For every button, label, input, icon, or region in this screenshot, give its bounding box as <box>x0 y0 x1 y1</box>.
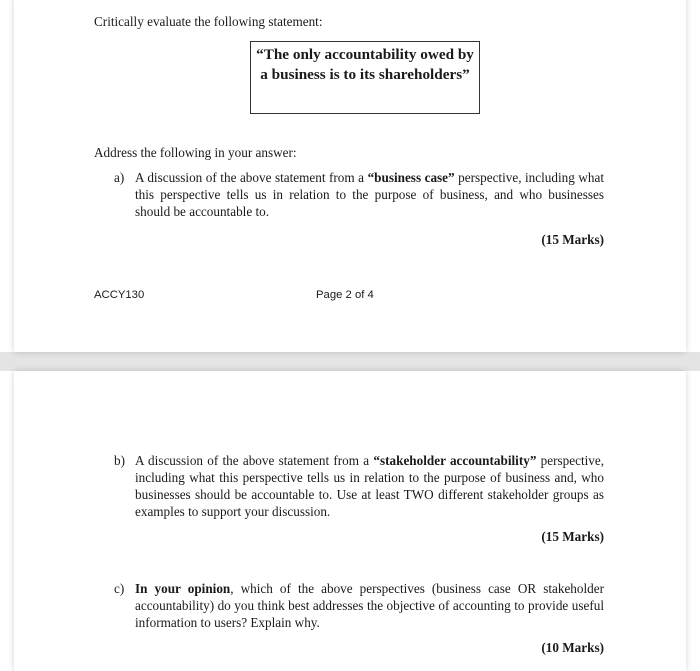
document-page-2 <box>14 371 686 671</box>
item-b-marks: (15 Marks) <box>541 529 604 544</box>
item-b-text <box>135 452 604 520</box>
intro-text: Critically evaluate the following statement: <box>94 14 323 29</box>
quote-box <box>250 41 480 114</box>
item-a-text-after: perspective, including what this perspective tells us in relation to the purpose of business, and who businesses should be accountable to. <box>135 170 604 219</box>
item-c-text <box>135 580 604 631</box>
quote-text: “The only accountability owed by a business is to its shareholders” <box>256 46 474 83</box>
footer-page-number: Page 2 of 4 <box>316 289 374 301</box>
item-b-text-bold: “stakeholder accountability” <box>373 453 537 468</box>
item-c-text-bold: In your opinion <box>135 581 231 596</box>
item-c-text-after: , which of the above perspectives (business case OR stakeholder accountability) do you think best addresses the objective of accounting to provide useful information to users? Explain why. <box>135 581 604 630</box>
document-page-1 <box>14 0 686 352</box>
item-b-text-before: A discussion of the above statement from a <box>135 453 374 468</box>
footer-course-code: ACCY130 <box>94 289 145 301</box>
item-a-marks: (15 Marks) <box>541 232 604 247</box>
item-c-label: c) <box>114 581 125 596</box>
page-gap <box>0 352 700 371</box>
item-a-text-bold: “business case” <box>367 170 455 185</box>
item-c-marks: (10 Marks) <box>541 640 604 655</box>
address-text: Address the following in your answer: <box>94 145 297 160</box>
item-a-text <box>135 169 604 220</box>
item-a-label: a) <box>114 170 125 185</box>
item-a-text-before: A discussion of the above statement from a <box>135 170 368 185</box>
item-b-text-after: perspective, including what this perspective tells us in relation to the purpose of business and, who businesses should be accountable to. Use at least TWO different stakeholder groups as examples to support your discussion. <box>135 453 605 519</box>
item-b-label: b) <box>114 453 125 468</box>
